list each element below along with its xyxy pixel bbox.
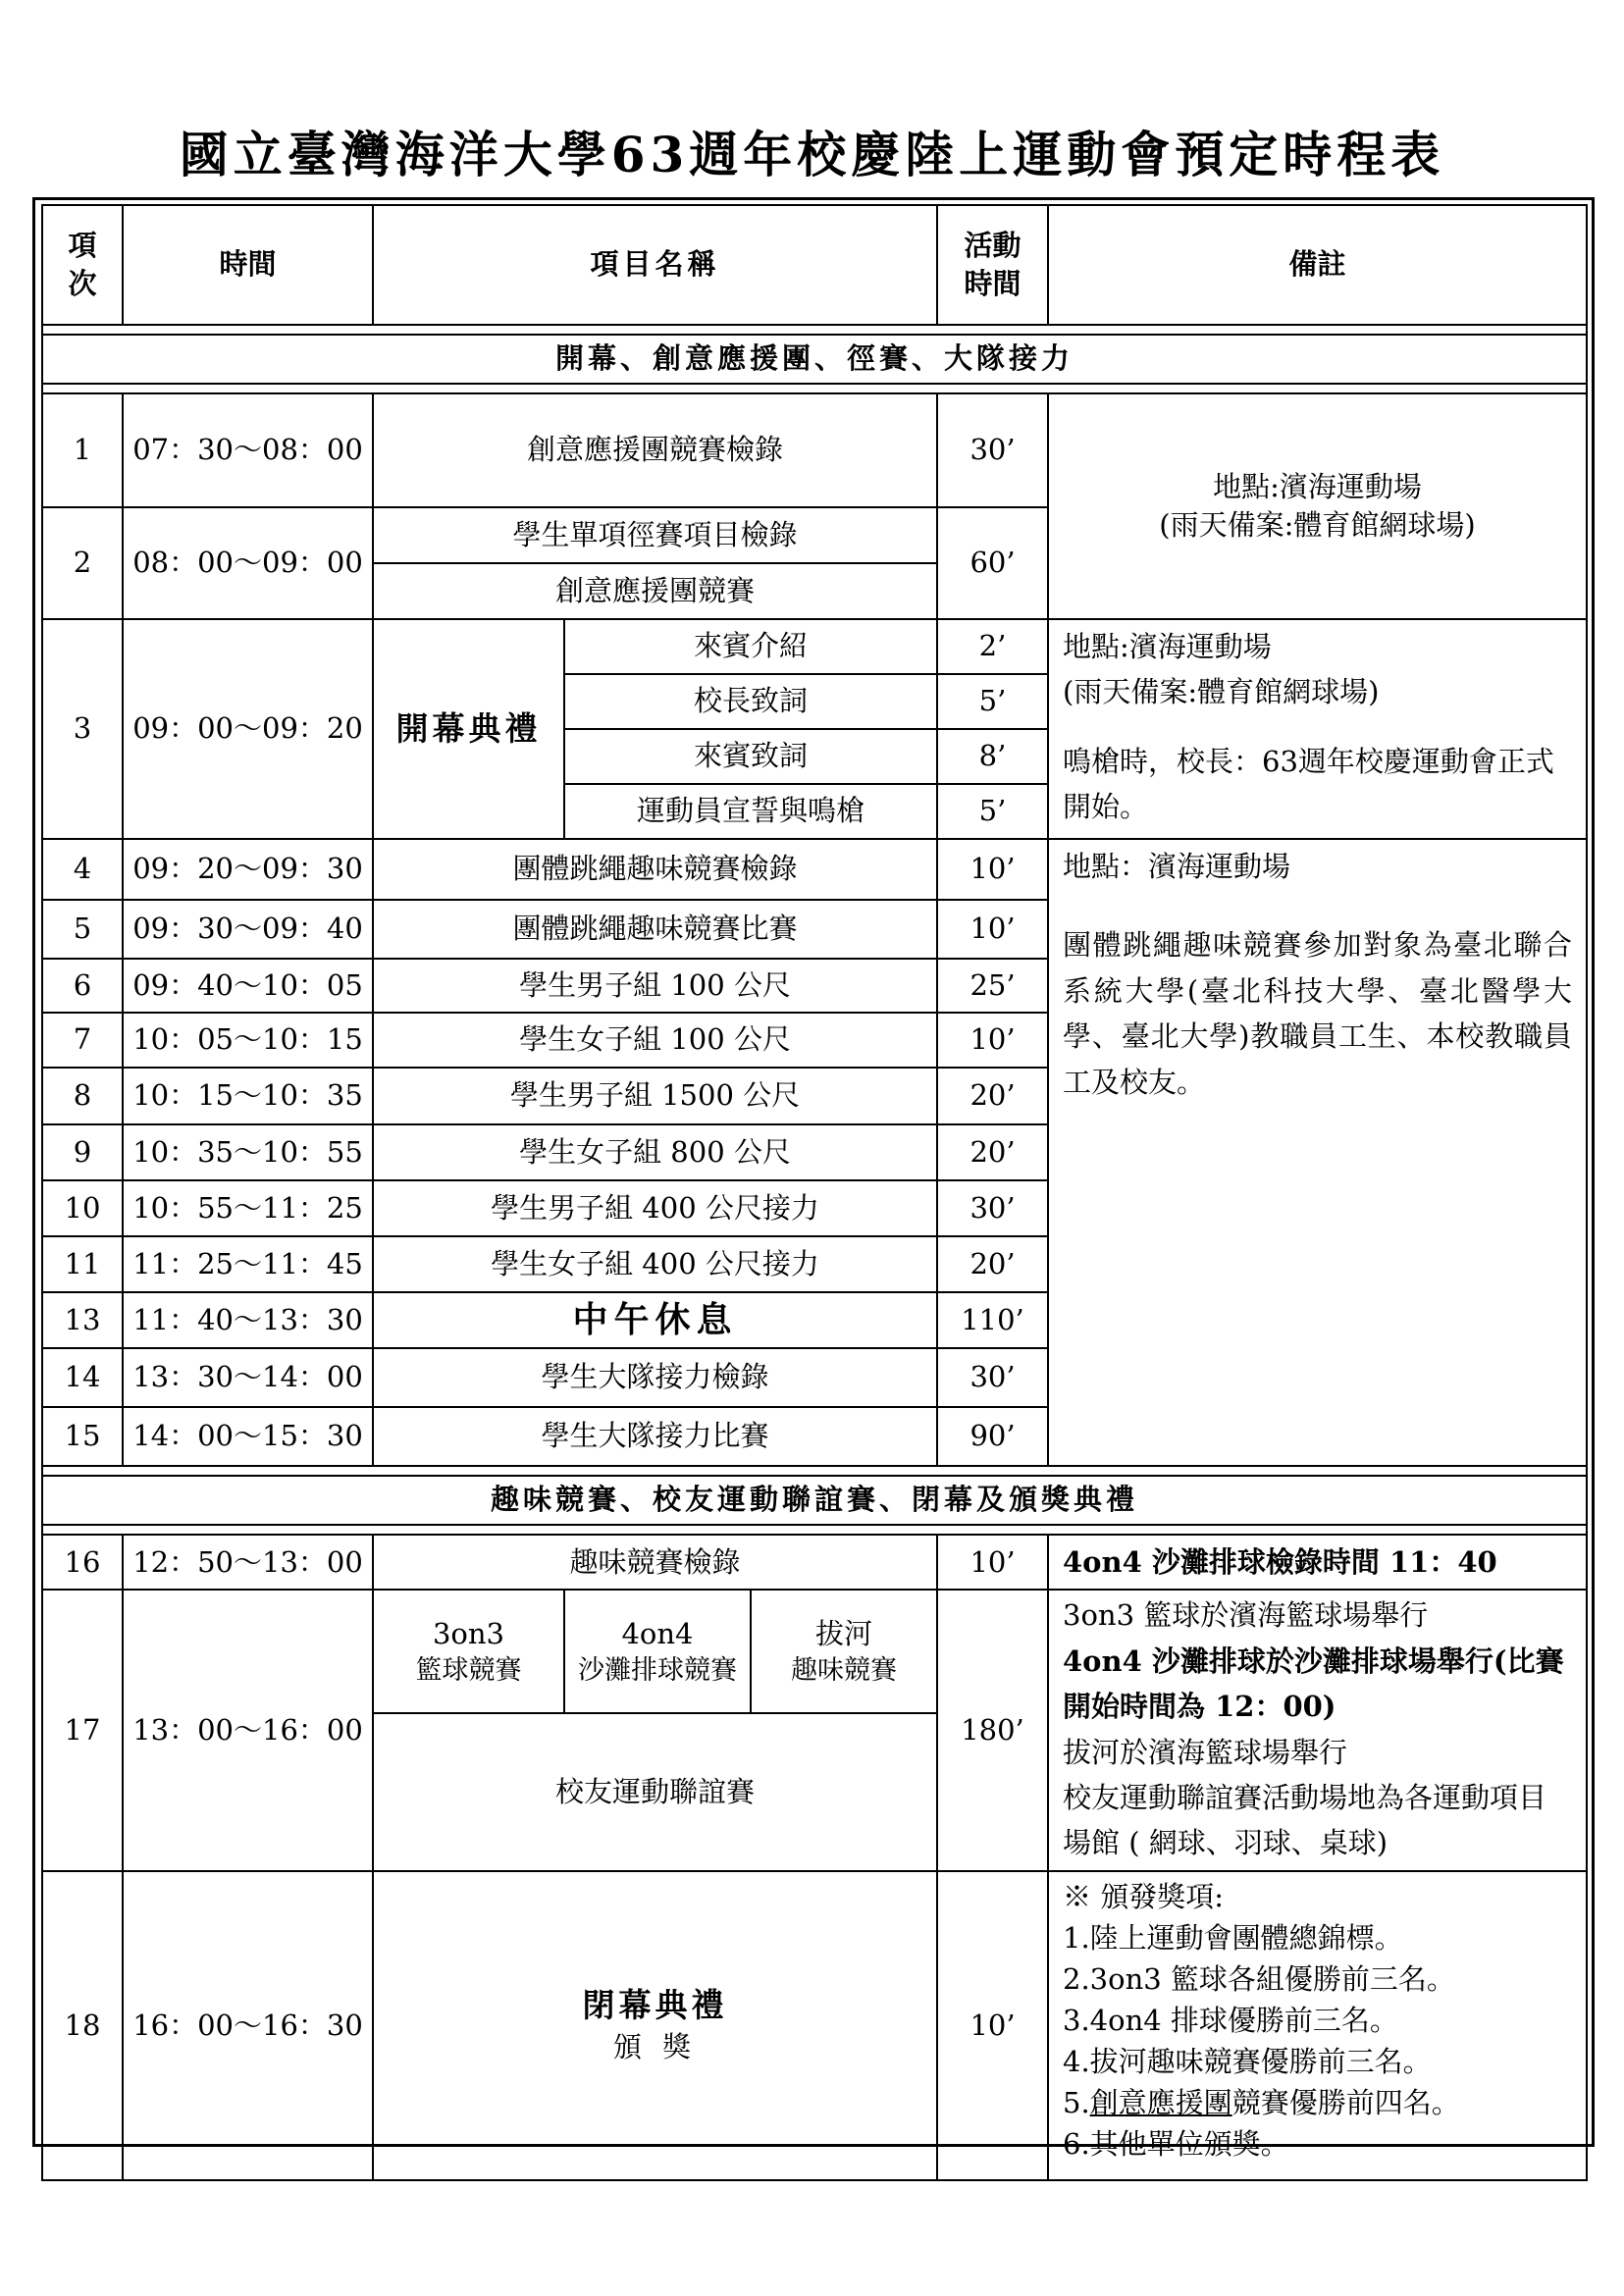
row-item: 團體跳繩趣味競賽比賽 — [373, 900, 937, 959]
row-duration: 180’ — [937, 1590, 1048, 1870]
row-duration: 90’ — [937, 1407, 1048, 1466]
row-item-lunch: 中午休息 — [373, 1292, 937, 1348]
row-no: 8 — [42, 1068, 123, 1124]
row-no: 6 — [42, 959, 123, 1013]
remark-fragment: 5. — [1063, 2085, 1090, 2119]
remark-line: 6.其他單位頒獎。 — [1063, 2127, 1289, 2162]
table-row — [42, 1535, 1587, 1590]
sub-event-3on3 — [373, 1590, 564, 1713]
spacer — [42, 1525, 1587, 1535]
spacer — [42, 1466, 1587, 1476]
row-time: 10：35～10：55 — [123, 1124, 373, 1180]
row-item: 團體跳繩趣味競賽檢錄 — [373, 839, 937, 900]
row-item: 學生女子組 800 公尺 — [373, 1124, 937, 1180]
remark-line: 3on3 籃球於濱海籃球場舉行 — [1063, 1598, 1429, 1633]
row-no: 1 — [42, 393, 123, 507]
row-duration: 110’ — [937, 1292, 1048, 1348]
row-duration: 5’ — [937, 674, 1048, 729]
row-time: 09：40～10：05 — [123, 959, 373, 1013]
row-duration: 60’ — [937, 507, 1048, 619]
remark-cell — [1048, 1590, 1587, 1870]
row-item: 運動員宣誓與鳴槍 — [564, 784, 937, 839]
row-no: 14 — [42, 1348, 123, 1407]
row-duration: 5’ — [937, 784, 1048, 839]
row-duration: 2’ — [937, 619, 1048, 674]
row-no: 17 — [42, 1590, 123, 1870]
section-row — [42, 335, 1587, 384]
row-item: 校長致詞 — [564, 674, 937, 729]
row-item: 創意應援團競賽 — [373, 563, 937, 619]
row-duration: 20’ — [937, 1068, 1048, 1124]
page-title: 國立臺灣海洋大學63週年校慶陸上運動會預定時程表 — [179, 126, 1445, 183]
row-time: 13：00～16：00 — [123, 1590, 373, 1870]
row-duration: 30’ — [937, 1180, 1048, 1236]
row-no: 3 — [42, 619, 123, 839]
row-time: 11：25～11：45 — [123, 1236, 373, 1292]
remark-line: ※ 頒發獎項: — [1063, 1879, 1224, 1913]
row-no: 13 — [42, 1292, 123, 1348]
spacer — [42, 384, 1587, 393]
table-row — [42, 1590, 1587, 1713]
schedule-table — [41, 204, 1588, 2181]
closing-ceremony-label: 閉幕典禮 — [582, 1986, 728, 2025]
table-header-row — [42, 205, 1587, 325]
row-no: 18 — [42, 1871, 123, 2180]
header-remark: 備註 — [1048, 205, 1587, 325]
row-group: 開幕典禮 — [373, 619, 564, 839]
row-item — [373, 1871, 937, 2180]
remark-cell — [1048, 839, 1587, 1466]
remark-line: 校友運動聯誼賽活動場地為各運動項目場館 ( 網球、羽球、桌球) — [1063, 1780, 1547, 1860]
sub-event-title: 3on3 — [432, 1616, 505, 1650]
row-item: 學生大隊接力比賽 — [373, 1407, 937, 1466]
row-duration: 25’ — [937, 959, 1048, 1013]
table-row — [42, 1871, 1587, 2180]
row-time: 08：00～09：00 — [123, 507, 373, 619]
row-time: 07：30～08：00 — [123, 393, 373, 507]
row-duration: 10’ — [937, 900, 1048, 959]
row-time: 09：00～09：20 — [123, 619, 373, 839]
row-time: 09：20～09：30 — [123, 839, 373, 900]
sub-event-label: 沙灘排球競賽 — [578, 1654, 737, 1686]
award-label: 頒 獎 — [612, 2029, 698, 2063]
table-row — [42, 619, 1587, 674]
row-item: 來賓致詞 — [564, 729, 937, 784]
remark-fragment-underlined: 創意應援團 — [1089, 2085, 1232, 2119]
header-duration: 活動時間 — [937, 205, 1048, 325]
header-item: 項目名稱 — [373, 205, 937, 325]
table-row — [42, 839, 1587, 900]
remark-line: 地點:濱海運動場 — [1063, 630, 1272, 663]
row-item: 學生單項徑賽項目檢錄 — [373, 507, 937, 563]
row-item: 趣味競賽檢錄 — [373, 1535, 937, 1590]
spacer — [42, 325, 1587, 335]
row-duration: 8’ — [937, 729, 1048, 784]
remark-line: 2.3on3 籃球各組優勝前三名。 — [1063, 1961, 1455, 1996]
section-title-2: 趣味競賽、校友運動聯誼賽、閉幕及頒獎典禮 — [42, 1476, 1587, 1525]
remark-line: (雨天備案:體育館網球場) — [1063, 675, 1380, 709]
section-title-1: 開幕、創意應援團、徑賽、大隊接力 — [42, 335, 1587, 384]
row-duration: 10’ — [937, 1535, 1048, 1590]
section-row — [42, 1476, 1587, 1525]
sub-event-title: 4on4 — [621, 1616, 694, 1650]
row-duration: 30’ — [937, 393, 1048, 507]
row-item: 學生男子組 400 公尺接力 — [373, 1180, 937, 1236]
remark-cell — [1048, 1871, 1587, 2180]
sub-event-title: 拔河 — [814, 1616, 872, 1650]
row-duration: 10’ — [937, 1013, 1048, 1068]
row-duration: 20’ — [937, 1124, 1048, 1180]
header-no: 項次 — [42, 205, 123, 325]
sub-event-label: 趣味競賽 — [791, 1654, 897, 1686]
row-time: 10：55～11：25 — [123, 1180, 373, 1236]
remark-line: 1.陸上運動會團體總錦標。 — [1063, 1920, 1403, 1955]
remark-fragment: 競賽優勝前四名。 — [1231, 2085, 1460, 2119]
row-time: 09：30～09：40 — [123, 900, 373, 959]
row-duration: 20’ — [937, 1236, 1048, 1292]
remark-line: 4on4 沙灘排球於沙灘排球場舉行(比賽開始時間為 12：00) — [1063, 1644, 1564, 1724]
row-item: 創意應援團競賽檢錄 — [373, 393, 937, 507]
table-row — [42, 393, 1587, 507]
row-item: 校友運動聯誼賽 — [373, 1713, 937, 1870]
row-time: 10：05～10：15 — [123, 1013, 373, 1068]
row-no: 15 — [42, 1407, 123, 1466]
row-time: 10：15～10：35 — [123, 1068, 373, 1124]
remark-line — [1063, 2082, 1572, 2123]
row-no: 4 — [42, 839, 123, 900]
row-time: 13：30～14：00 — [123, 1348, 373, 1407]
row-time: 12：50～13：00 — [123, 1535, 373, 1590]
remark-line: 地點：濱海運動場 — [1063, 850, 1291, 883]
remark-cell: 4on4 沙灘排球檢錄時間 11：40 — [1048, 1535, 1587, 1590]
header-time: 時間 — [123, 205, 373, 325]
remark-cell — [1048, 619, 1587, 839]
row-item: 來賓介紹 — [564, 619, 937, 674]
row-duration: 30’ — [937, 1348, 1048, 1407]
row-duration: 10’ — [937, 839, 1048, 900]
row-no: 16 — [42, 1535, 123, 1590]
sub-event-label: 籃球競賽 — [415, 1654, 522, 1686]
remark-line: (雨天備案:體育館網球場) — [1159, 508, 1476, 542]
row-no: 11 — [42, 1236, 123, 1292]
sub-event-tug-of-war — [751, 1590, 937, 1713]
row-no: 2 — [42, 507, 123, 619]
row-item: 學生男子組 1500 公尺 — [373, 1068, 937, 1124]
row-time: 11：40～13：30 — [123, 1292, 373, 1348]
row-no: 7 — [42, 1013, 123, 1068]
row-time: 14：00～15：30 — [123, 1407, 373, 1466]
remark-cell — [1048, 393, 1587, 619]
row-duration: 10’ — [937, 1871, 1048, 2180]
remark-line: 4.拔河趣味競賽優勝前三名。 — [1063, 2044, 1432, 2078]
sub-event-4on4 — [564, 1590, 751, 1713]
row-no: 5 — [42, 900, 123, 959]
row-item: 學生男子組 100 公尺 — [373, 959, 937, 1013]
row-item: 學生女子組 400 公尺接力 — [373, 1236, 937, 1292]
remark-line: 拔河於濱海籃球場舉行 — [1063, 1735, 1348, 1769]
row-no: 9 — [42, 1124, 123, 1180]
row-item: 學生女子組 100 公尺 — [373, 1013, 937, 1068]
remark-line: 3.4on4 排球優勝前三名。 — [1063, 2003, 1398, 2037]
remark-line: 團體跳繩趣味競賽參加對象為臺北聯合系統大學(臺北科技大學、臺北醫學大學、臺北大學)教職員工生、本校教職員工及校友。 — [1063, 928, 1572, 1099]
row-time: 16：00～16：30 — [123, 1871, 373, 2180]
row-item: 學生大隊接力檢錄 — [373, 1348, 937, 1407]
remark-line: 地點:濱海運動場 — [1213, 469, 1422, 503]
row-no: 10 — [42, 1180, 123, 1236]
remark-line: 鳴槍時，校長：63週年校慶運動會正式開始。 — [1063, 744, 1554, 824]
